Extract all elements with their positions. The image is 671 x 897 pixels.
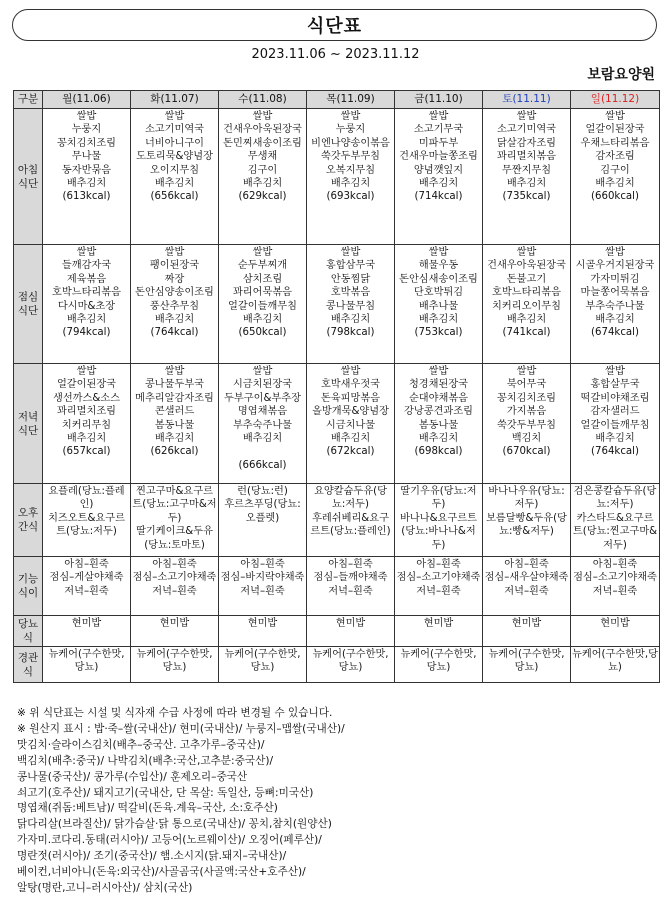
header-day-sat: 토(11.11) [483, 91, 571, 109]
note-line: 닭다리살(브라질산)/ 닭가슴살·닭 통으로(국내산)/ 꽁치,참치(원양산) [17, 818, 332, 831]
table-row-tube-feeding [14, 647, 660, 683]
menu-cell: 뉴케어(구수한맛,당뇨) [307, 647, 395, 683]
menu-cell: 현미밥 [483, 616, 571, 647]
header-day-mon: 월(11.06) [43, 91, 131, 109]
menu-cell: 쌀밥 호박새우젓국 돈육피망볶음 올방개묵&양념장 시금치나물 배추김치 (672kcal) [307, 364, 395, 484]
row-label: 점심 식단 [14, 245, 43, 364]
table-row-diabetic-diet [14, 616, 660, 647]
note-line: 명엽채(쥐돔:베트남)/ 떡갈비(돈육.계육–국산, 소:호주산) [17, 802, 278, 815]
note-line: ※ 위 식단표는 시설 및 식자재 수급 사정에 따라 변경될 수 있습니다. [17, 707, 333, 719]
menu-cell: 쌀밥 누룽지 꽁치김치조림 무나물 동자반묶음 배추김치 (613kcal) [43, 109, 131, 245]
menu-cell: 쌀밥 얼갈이된장국 생선까스&소스 꽈리멸치조림 치커리무침 배추김치 (657kcal) [43, 364, 131, 484]
note-line: 쇠고기(호주산)/ 돼지고기(국내산, 단 목살: 독일산, 등뼈:미국산) [17, 786, 314, 799]
menu-cell: 쌀밥 시골우거지된장국 가자미튀김 마늘쫑어묵볶음 부추숙주나물 배추김치 (674kcal) [571, 245, 660, 364]
table-row-snack [14, 484, 660, 557]
menu-cell: 쌀밥 해물우동 돈안심새송이조림 단호박튀김 배추나물 배추김치 (753kcal) [395, 245, 483, 364]
menu-cell: 쌀밥 얼갈이된장국 우채느타리볶음 감자조림 김구이 배추김치 (660kcal) [571, 109, 660, 245]
menu-cell: 쌀밥 건새우아욱된장국 돈불고기 호박느타리볶음 치커리오이무침 배추김치 (741kcal) [483, 245, 571, 364]
menu-cell: 아침–흰죽 점심–들깨야채죽 저녁–흰죽 [307, 557, 395, 616]
menu-cell: 쌀밥 순두부찌개 삼치조림 꽈리어묵볶음 얼갈이들깨무침 배추김치 (650kcal) [219, 245, 307, 364]
note-line: 콩나물(중국산)/ 콩가루(수입산)/ 훈제오리–중국산 [17, 770, 248, 783]
row-label: 오후 간식 [14, 484, 43, 557]
date-range: 2023.11.06 ~ 2023.11.12 [251, 47, 420, 62]
page-title: 식단표 [306, 16, 363, 37]
table-row-dinner [14, 364, 660, 484]
menu-cell: 현미밥 [395, 616, 483, 647]
row-label: 아침 식단 [14, 109, 43, 245]
menu-cell: 현미밥 [571, 616, 660, 647]
menu-cell: 쌀밥 홍합삼무국 안동찜닭 호박볶음 콩나물무침 배추김치 (798kcal) [307, 245, 395, 364]
menu-cell: 아침–흰죽 점심–소고기야채죽 저녁–흰죽 [131, 557, 219, 616]
menu-cell: 바나나우유(당뇨:저두) 보름달빵&두유(당뇨:빵&저두) [483, 484, 571, 557]
menu-cell: 현미밥 [307, 616, 395, 647]
menu-cell: 쌀밥 소고기미역국 닭살감자조림 꽈리멸치볶음 무짠지무침 배추김치 (735kcal) [483, 109, 571, 245]
table-row-breakfast [14, 109, 660, 245]
menu-cell: 아침–흰죽 점심–새우살야채죽 저녁–흰죽 [483, 557, 571, 616]
header-day-fri: 금(11.10) [395, 91, 483, 109]
note-line: 명란젓(러시아)/ 조기(중국산)/ 햄.소시지(닭.돼지–국내산)/ [17, 850, 287, 863]
menu-cell: 검은콩칼슘두유(당뇨:저두) 카스타드&요구르트(당뇨:찐고구마&저두) [571, 484, 660, 557]
menu-cell: 뉴케어(구수한맛,당뇨) [43, 647, 131, 683]
menu-cell: 쌀밥 팽이된장국 짜장 돈안심양송이조림 풍산추무침 배추김치 (764kcal) [131, 245, 219, 364]
menu-cell: 뉴케어(구수한맛,당뇨) [131, 647, 219, 683]
table-row-functional-diet [14, 557, 660, 616]
menu-cell: 쌀밥 시금치된장국 두부구이&부추장 명엽채볶음 부추숙주나물 배추김치 (666kcal) [219, 364, 307, 484]
facility-name: 보람요양원 [587, 67, 655, 83]
menu-cell: 뉴케어(구수한맛,당뇨) [571, 647, 660, 683]
menu-table [13, 90, 660, 683]
menu-cell: 쌀밥 들깨감자국 제육볶음 호박느타리볶음 다시마&초장 배추김치 (794kcal) [43, 245, 131, 364]
note-line: 맛김치·슬라이스김치(배추–중국산. 고추가루–중국산)/ [17, 738, 265, 751]
note-line: 백김치(배추:중국)/ 나박김치(배추:국산,고추분:중국산)/ [17, 754, 274, 767]
header-day-thu: 목(11.09) [307, 91, 395, 109]
menu-cell: 쌀밥 청경채된장국 순대야채볶음 강낭콩견과조림 봄동나물 배추김치 (698kcal) [395, 364, 483, 484]
menu-cell: 현미밥 [131, 616, 219, 647]
table-row-lunch [14, 245, 660, 364]
note-line: 알탕(명란,고니–러시아산)/ 삼치(국산) [17, 881, 193, 894]
menu-cell: 뉴케어(구수한맛,당뇨) [219, 647, 307, 683]
menu-cell: 딸기우유(당뇨:저두) 바나나&요구르트(당뇨:바나나&저두) [395, 484, 483, 557]
page-title-box [12, 9, 657, 41]
menu-cell: 아침–흰죽 점심–게살야채죽 저녁–흰죽 [43, 557, 131, 616]
menu-cell: 쌀밥 건새우아욱된장국 돈민찌새송이조림 무생채 김구이 배추김치 (629kcal) [219, 109, 307, 245]
menu-cell: 아침–흰죽 점심–소고기야채죽 저녁–흰죽 [571, 557, 660, 616]
note-line: 가자미.코다리.동태(러시아)/ 고등어(노르웨이산)/ 오징어(페루산)/ [17, 834, 322, 847]
menu-cell: 쌀밥 북어무국 꽁치김치조림 가지볶음 쑥갓두부무침 백김치 (670kcal) [483, 364, 571, 484]
menu-cell: 쌀밥 소고기미역국 너비아니구이 도토리묵&양념장 오이지무침 배추김치 (656kcal) [131, 109, 219, 245]
table-header-row [14, 91, 660, 109]
menu-cell: 찐고구마&요구르트(당뇨:고구마&저두) 딸기케이크&두유(당뇨:토마토) [131, 484, 219, 557]
menu-cell: 요플레(당뇨:플레인) 치즈오트&요구르트(당뇨:저두) [43, 484, 131, 557]
menu-cell: 현미밥 [219, 616, 307, 647]
menu-cell: 아침–흰죽 점심–소고기야채죽 저녁–흰죽 [395, 557, 483, 616]
menu-cell: 뉴케어(구수한맛,당뇨) [395, 647, 483, 683]
header-day-wed: 수(11.08) [219, 91, 307, 109]
menu-cell: 쌀밥 소고기무국 미파두부 건새우마늘쫑조림 양념깻잎지 배추김치 (714kcal) [395, 109, 483, 245]
header-day-sun: 일(11.12) [571, 91, 660, 109]
menu-cell: 쌀밥 홍합살무국 떡갈비야채조림 감자샐러드 얼갈이들깨무침 배추김치 (764kcal) [571, 364, 660, 484]
menu-cell: 현미밥 [43, 616, 131, 647]
menu-cell: 뉴케어(구수한맛,당뇨) [483, 647, 571, 683]
row-label: 저녁 식단 [14, 364, 43, 484]
row-label: 경관 식 [14, 647, 43, 683]
note-line: 베이컨,너비아니(돈육:외국산)/사골곰국(사골액:국산+호주산)/ [17, 866, 306, 879]
header-day-tue: 화(11.07) [131, 91, 219, 109]
row-label: 당뇨 식 [14, 616, 43, 647]
notes-section [17, 706, 657, 897]
menu-cell: 쌀밥 누룽지 비엔나양송이볶음 쑥갓두부무침 오복지무침 배추김치 (693kcal) [307, 109, 395, 245]
menu-cell: 쌀밥 콩나물두부국 메추리알감자조림 콘샐러드 봄동나물 배추김치 (626kcal) [131, 364, 219, 484]
row-label: 기능 식이 [14, 557, 43, 616]
menu-cell: 런(당뇨:런) 후르츠푸딩(당뇨:오플렛) [219, 484, 307, 557]
menu-cell: 요양칼슘두유(당뇨:저두) 후레쉬베리&요구르트(당뇨:플레인) [307, 484, 395, 557]
note-line: ※ 원산지 표시 : 밥·죽–쌀(국내산)/ 현미(국내산)/ 누룽지–맵쌀(국내산)/ [17, 722, 345, 735]
menu-cell: 아침–흰죽 점심–바지락야채죽 저녁–흰죽 [219, 557, 307, 616]
header-corner: 구분 [14, 91, 43, 109]
